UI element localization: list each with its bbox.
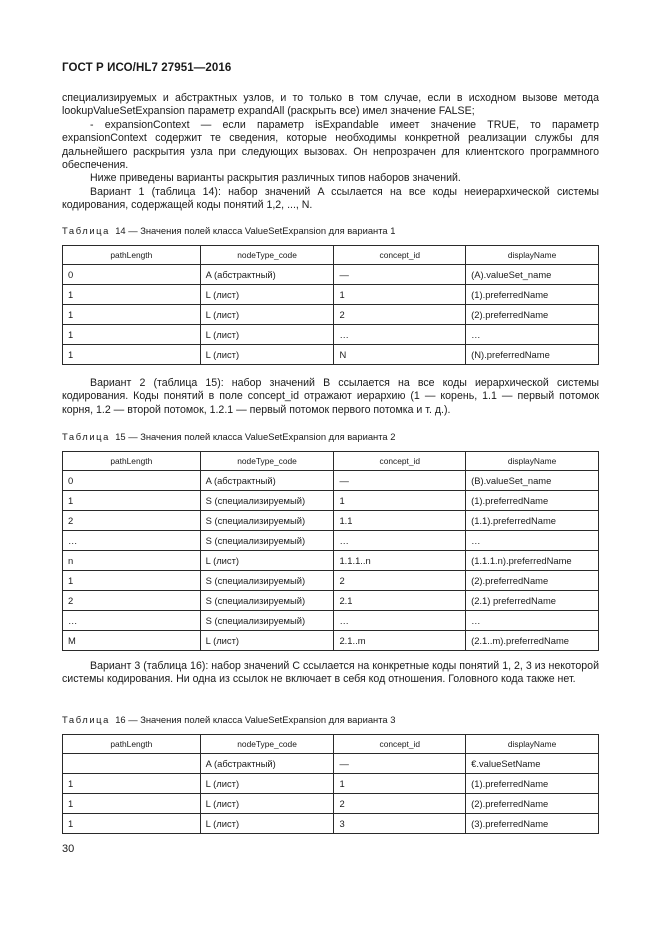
table-cell: €.valueSetName (466, 754, 599, 774)
table-cell: L (лист) (200, 814, 334, 834)
table-body (63, 471, 599, 651)
table-header (63, 452, 599, 471)
table-cell: 1 (63, 814, 201, 834)
table-header (63, 735, 599, 754)
table-row (63, 774, 599, 794)
caption-text: 15 — Значения полей класса ValueSetExpansion для варианта 2 (115, 431, 396, 442)
table-14-caption (62, 225, 395, 236)
intro-text (62, 92, 599, 213)
table-cell: … (466, 325, 599, 345)
table-row (63, 591, 599, 611)
document-header: ГОСТ Р ИСО/HL7 27951—2016 (62, 62, 232, 74)
page-number: 30 (62, 843, 75, 855)
table-cell: (2.1..m).preferredName (466, 631, 599, 651)
table-cell: S (специализируемый) (200, 571, 334, 591)
table-cell: 2.1 (334, 591, 466, 611)
table-cell: (2.1) preferredName (466, 591, 599, 611)
table-row (63, 814, 599, 834)
variant-2-text (62, 377, 599, 417)
table-cell: 2 (63, 511, 201, 531)
table-row (63, 571, 599, 591)
table-cell: L (лист) (200, 774, 334, 794)
table-cell: (N).preferredName (466, 345, 599, 365)
table-cell: S (специализируемый) (200, 591, 334, 611)
column-header: pathLength (63, 246, 201, 265)
paragraph: - expansionContext — если параметр isExpandable имеет значение TRUE, то параметр expansionContext содержит те сведения, которые необходимы конкретной реализации службы для дальнейшего раскрытия узла при следующих вызовах. Он непрозрачен для клиентского программного обеспечения. (62, 118, 599, 172)
table-cell: A (абстрактный) (200, 754, 334, 774)
table-body (63, 265, 599, 365)
column-header: pathLength (63, 452, 201, 471)
table-cell: 1 (63, 305, 201, 325)
table-cell: S (специализируемый) (200, 531, 334, 551)
table-cell: M (63, 631, 201, 651)
table-cell: S (специализируемый) (200, 511, 334, 531)
paragraph: специализируемых и абстрактных узлов, и то только в том случае, если в исходном вызове метода lookupValueSetExpansion параметр expandAll (раскрыть все) имел значение FALSE; (62, 92, 599, 118)
table-cell: L (лист) (200, 345, 334, 365)
table-cell: L (лист) (200, 325, 334, 345)
table-cell: 1 (63, 345, 201, 365)
table-row (63, 265, 599, 285)
table-cell: 2 (334, 571, 466, 591)
table-label: Таблица (62, 225, 110, 236)
table-16-caption (62, 714, 395, 725)
table-cell: (3).preferredName (466, 814, 599, 834)
table-cell: S (специализируемый) (200, 491, 334, 511)
table-cell: … (63, 531, 201, 551)
paragraph: Вариант 1 (таблица 14): набор значений A ссылается на все коды неиерархической системы кодирования, содержащей коды понятий 1,2, ..., N. (62, 185, 599, 212)
table-16 (62, 734, 599, 834)
paragraph: Ниже приведены варианты раскрытия различных типов наборов значений. (90, 172, 461, 185)
table-row (63, 551, 599, 571)
table-cell: (1.1.1.n).preferredName (466, 551, 599, 571)
table-cell: 1 (334, 491, 466, 511)
table-cell: A (абстрактный) (200, 471, 334, 491)
column-header: concept_id (334, 735, 466, 754)
table-cell: N (334, 345, 466, 365)
column-header: nodeType_code (200, 452, 334, 471)
table-cell: … (466, 531, 599, 551)
table-row (63, 754, 599, 774)
table-cell (63, 754, 201, 774)
column-header: pathLength (63, 735, 201, 754)
table-cell: (1).preferredName (466, 285, 599, 305)
variant-3-text (62, 660, 599, 687)
column-header: concept_id (334, 452, 466, 471)
table-row (63, 611, 599, 631)
table-cell: 1 (63, 774, 201, 794)
table-cell: 1 (63, 491, 201, 511)
table-cell: — (334, 265, 466, 285)
table-cell: 2.1..m (334, 631, 466, 651)
table-cell: 2 (334, 305, 466, 325)
table-cell: (1.1).preferredName (466, 511, 599, 531)
table-row (63, 305, 599, 325)
table-cell: 0 (63, 265, 201, 285)
table-cell: … (63, 611, 201, 631)
table-cell: L (лист) (200, 285, 334, 305)
table-cell: L (лист) (200, 631, 334, 651)
table-cell: L (лист) (200, 551, 334, 571)
paragraph: Вариант 3 (таблица 16): набор значений C ссылается на конкретные коды понятий 1, 2, 3 из некоторой системы кодирования. Ни одна из ссылок не включает в себя код отношения. Головного кода также нет. (62, 660, 599, 686)
table-cell: … (334, 531, 466, 551)
table-cell: S (специализируемый) (200, 611, 334, 631)
table-row (63, 511, 599, 531)
table-cell: L (лист) (200, 305, 334, 325)
table-row (63, 345, 599, 365)
table-cell: A (абстрактный) (200, 265, 334, 285)
table-15 (62, 451, 599, 651)
table-14 (62, 245, 599, 365)
table-cell: 1 (63, 325, 201, 345)
table-row (63, 531, 599, 551)
table-cell: (2).preferredName (466, 305, 599, 325)
caption-text: 16 — Значения полей класса ValueSetExpansion для варианта 3 (115, 714, 396, 725)
table-cell: 2 (63, 591, 201, 611)
table-cell: 1 (334, 774, 466, 794)
table-cell: 2 (334, 794, 466, 814)
column-header: displayName (466, 246, 599, 265)
table-cell: … (466, 611, 599, 631)
table-cell: — (334, 471, 466, 491)
column-header: nodeType_code (200, 246, 334, 265)
column-header: concept_id (334, 246, 466, 265)
table-cell: 1 (63, 285, 201, 305)
paragraph: Вариант 2 (таблица 15): набор значений B ссылается на все коды иерархической системы кодирования. Коды понятий в поле concept_id отражают иерархию (1 — корень, 1.1 — первый потомок корня, 1.2 — второй потомок, 1.2.1 — первый потомок первого потомка и т. д.). (62, 377, 599, 416)
caption-text: 14 — Значения полей класса ValueSetExpansion для варианта 1 (115, 225, 396, 236)
column-header: nodeType_code (200, 735, 334, 754)
table-row (63, 794, 599, 814)
table-cell: 1 (63, 571, 201, 591)
table-row (63, 285, 599, 305)
table-cell: 1.1.1..n (334, 551, 466, 571)
column-header: displayName (466, 735, 599, 754)
table-cell: (B).valueSet_name (466, 471, 599, 491)
table-cell: — (334, 754, 466, 774)
table-cell: (A).valueSet_name (466, 265, 599, 285)
table-row (63, 325, 599, 345)
column-header: displayName (466, 452, 599, 471)
table-cell: (2).preferredName (466, 794, 599, 814)
table-cell: (1).preferredName (466, 774, 599, 794)
table-row (63, 491, 599, 511)
table-cell: 3 (334, 814, 466, 834)
table-cell: (1).preferredName (466, 491, 599, 511)
table-body (63, 754, 599, 834)
table-label: Таблица (62, 431, 110, 442)
table-cell: … (334, 325, 466, 345)
table-15-caption (62, 431, 395, 442)
table-cell: 0 (63, 471, 201, 491)
table-cell: 1 (334, 285, 466, 305)
table-cell: (2).preferredName (466, 571, 599, 591)
table-label: Таблица (62, 714, 110, 725)
table-row (63, 631, 599, 651)
table-cell: 1.1 (334, 511, 466, 531)
table-cell: L (лист) (200, 794, 334, 814)
table-cell: … (334, 611, 466, 631)
table-cell: 1 (63, 794, 201, 814)
table-row (63, 471, 599, 491)
table-header (63, 246, 599, 265)
table-cell: n (63, 551, 201, 571)
